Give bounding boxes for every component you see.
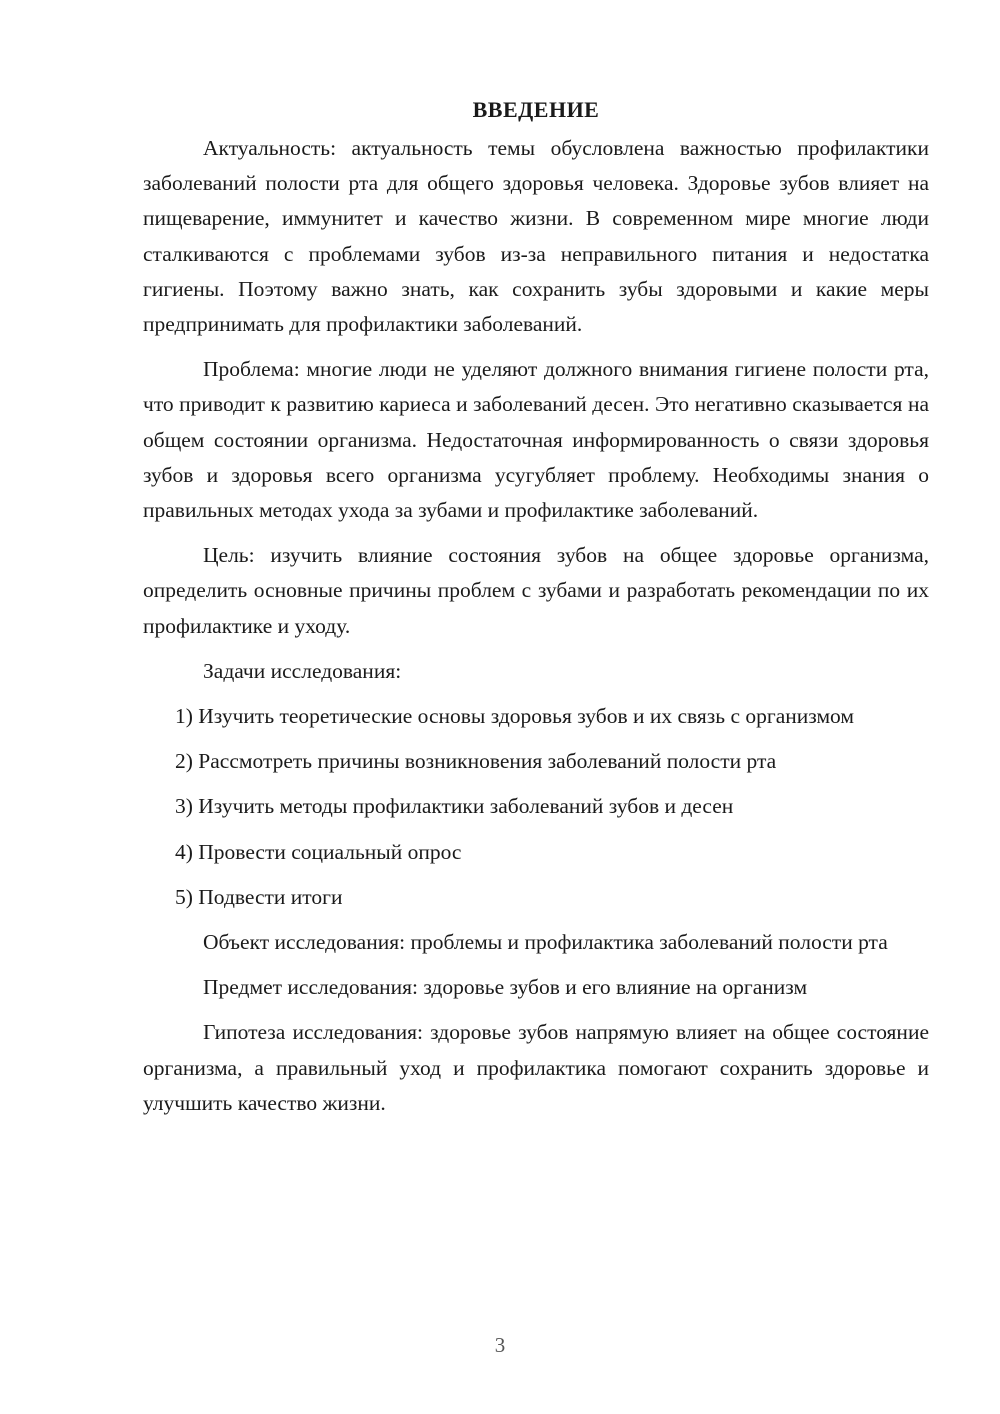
list-item: 2) Рассмотреть причины возникновения заболеваний полости рта [175, 749, 777, 774]
list-item: 4) Провести социальный опрос [175, 839, 462, 864]
paragraph-problem: Проблема: многие люди не уделяют должного внимания гигиене полости рта, что приводит к развитию кариеса и заболеваний десен. Это негативно сказывается на общем состоянии организма. Недостаточная информированность о связи здоровья зубов и здоровья всего организма усугубляет проблему. Необходимы знания о правильных методах ухода за зубами и профилактике заболеваний. [143, 357, 929, 523]
paragraph-relevance: Актуальность: актуальность темы обусловлена важностью профилактики заболеваний полости рта для общего здоровья человека. Здоровье зубов влияет на пищеварение, иммунитет и качество жизни. В современном мире многие люди сталкиваются с проблемами зубов из-за неправильного питания и недостатка гигиены. Поэтому важно знать, как сохранить зубы здоровыми и какие меры предпринимать для профилактики заболеваний. [143, 136, 929, 337]
list-item: 5) Подвести итоги [175, 884, 343, 909]
paragraph-hypothesis: Гипотеза исследования: здоровье зубов напрямую влияет на общее состояние организма, а правильный уход и профилактика помогают сохранить здоровье и улучшить качество жизни. [143, 1020, 929, 1115]
page-number: 3 [494, 1333, 506, 1357]
page-title: ВВЕДЕНИЕ [472, 97, 600, 122]
paragraph-goal: Цель: изучить влияние состояния зубов на общее здоровье организма, определить основные причины проблем с зубами и разработать рекомендации по их профилактике и уходу. [143, 543, 929, 638]
tasks-list [143, 699, 929, 915]
tasks-heading: Задачи исследования: [203, 658, 402, 683]
paragraph-object: Объект исследования: проблемы и профилактика заболеваний полости рта [203, 930, 888, 955]
list-item: 1) Изучить теоретические основы здоровья зубов и их связь с организмом [175, 704, 854, 729]
document-page [143, 93, 929, 1131]
list-item: 3) Изучить методы профилактики заболеваний зубов и десен [175, 794, 734, 819]
paragraph-subject: Предмет исследования: здоровье зубов и его влияние на организм [203, 975, 808, 1000]
